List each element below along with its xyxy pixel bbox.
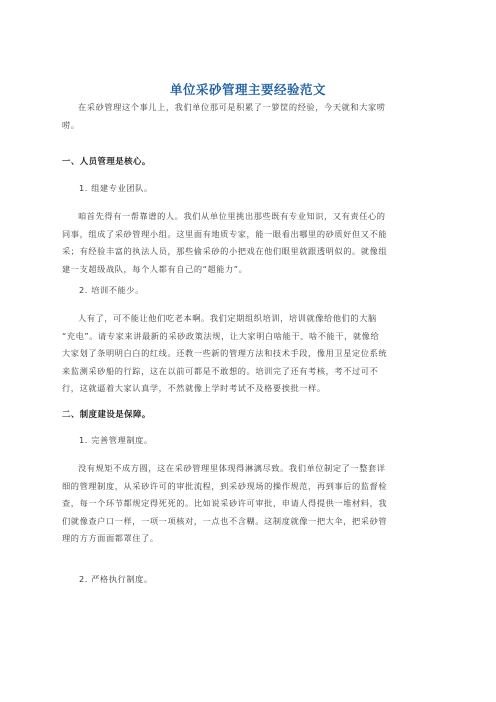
paragraph-1-2 xyxy=(62,310,437,398)
text-line: 唠。 xyxy=(62,119,80,130)
text-line: 没有规矩不成方圆，这在采砂管理里体现得淋漓尽致。我们单位制定了一整套详 xyxy=(78,463,386,473)
text-line: 建一支超级战队，每个人都有自己的“超能力”。 xyxy=(62,263,248,274)
paragraph-2-1 xyxy=(62,460,437,548)
text-line: 采；有经验丰富的执法人员，那些偷采砂的小把戏在他们眼里就跟透明似的。就像组 xyxy=(62,246,388,257)
section-heading-2: 二、制度建设是保障。 xyxy=(62,409,151,419)
subheading-1-1: 1. 组建专业团队。 xyxy=(79,183,153,193)
subheading-2-2: 2. 严格执行制度。 xyxy=(79,574,153,584)
text-line: 查，每一个环节都规定得死死的。比如说采砂许可审批，申请人得提供一堆材料，我 xyxy=(62,498,388,509)
document-title: 单位采砂管理主要经验范文 xyxy=(169,82,326,97)
text-line: 咱首先得有一帮靠谱的人。我们从单位里挑出那些既有专业知识，又有责任心的 xyxy=(78,211,386,221)
text-line: 大家划了条明明白白的红线。还教一些新的管理方法和技术手段，像用卫星定位系统 xyxy=(62,348,388,359)
text-line: 理的方方面面都罩住了。 xyxy=(62,533,159,544)
paragraph-1-1 xyxy=(62,208,437,278)
text-line: 来监测采砂船的行踪，这在以前可都是不敢想的。培训完了还有考核，考不过可不 xyxy=(62,365,379,376)
text-line: 人有了，可不能让他们吃老本啊。我们定期组织培训，培训就像给他们的大脑 xyxy=(78,313,377,323)
text-line: 在采砂管理这个事儿上，我们单位那可是积累了一箩筐的经验，今天就和大家唠 xyxy=(78,102,386,112)
subheading-1-2: 2. 培训不能少。 xyxy=(79,285,144,295)
text-line: 行，这就逼着大家认真学，不然就像上学时考试不及格要挨批一样。 xyxy=(62,383,326,394)
section-heading-1: 一、人员管理是核心。 xyxy=(62,156,151,166)
text-line: 们就像查户口一样，一项一项核对，一点也不含糊。这制度就像一把大伞，把采砂管 xyxy=(62,515,388,526)
text-line: 同事，组成了采砂管理小组。这里面有地质专家，能一眼看出哪里的砂质好但又不能 xyxy=(62,228,388,239)
text-line: 细的管理制度，从采砂许可的审批流程，到采砂现场的操作规范，再到事后的监督检 xyxy=(62,480,388,491)
text-line: “充电”。请专家来讲最新的采砂政策法规，让大家明白啥能干、啥不能干，就像给 xyxy=(62,330,380,341)
subheading-2-1: 1. 完善管理制度。 xyxy=(79,435,153,445)
intro-paragraph xyxy=(62,99,437,134)
